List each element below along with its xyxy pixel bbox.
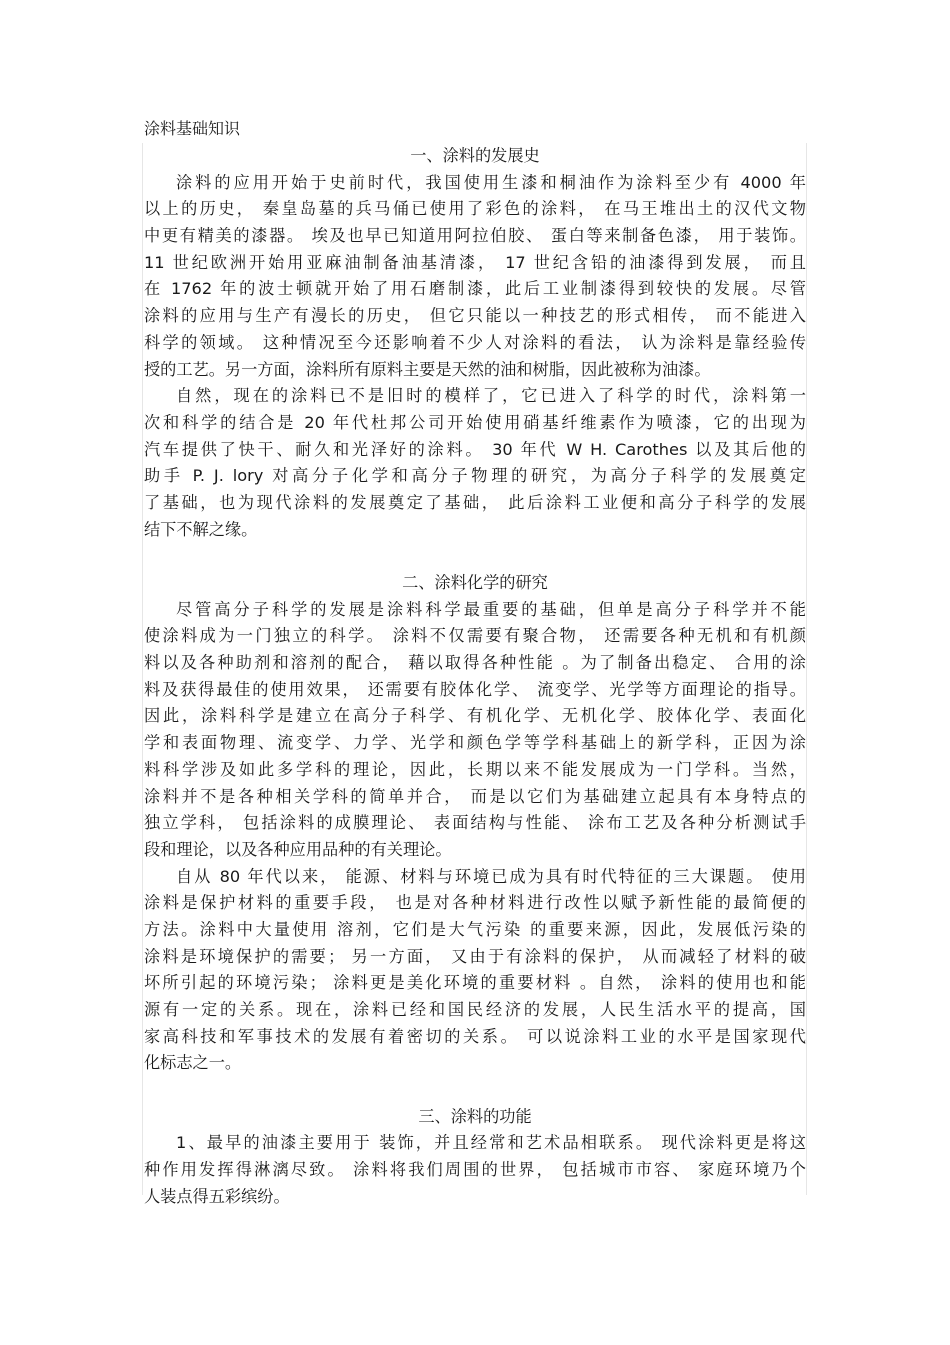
paragraph-line: 授的工艺。另一方面，涂料所有原料主要是天然的油和树脂，因此被称为油漆。: [144, 359, 711, 379]
document-body: [144, 143, 806, 1211]
paragraph-line: 自然，现在的涂料已不是旧时的模样了，它已进入了科学的时代，涂料第一: [176, 386, 806, 406]
paragraph-line: 涂料的应用与生产有漫长的历史， 但它只能以一种技艺的形式相传， 而不能进入: [144, 306, 806, 326]
paragraph-line: 学和表面物理、流变学、力学、光学和颜色学等学科基础上的新学科，正因为涂: [144, 733, 806, 753]
paragraph-line: 尽管高分子科学的发展是涂料科学最重要的基础，但单是高分子科学并不能: [176, 599, 806, 619]
paragraph-line: 以上的历史， 秦皇岛墓的兵马俑已使用了彩色的涂料， 在马王堆出土的汉代文物: [144, 199, 806, 219]
paragraph-line: 家高科技和军事技术的发展有着密切的关系。 可以说涂料工业的水平是国家现代: [144, 1026, 806, 1046]
paragraph-line: 料科学涉及如此多学科的理论，因此，长期以来不能发展成为一门学科。当然，: [144, 759, 806, 779]
paragraph-line: 次和科学的结合是 20 年代杜邦公司开始使用硝基纤维素作为喷漆，它的出现为: [144, 412, 806, 432]
paragraph-line: 涂料是保护材料的重要手段， 也是对各种材料进行改性以赋予新性能的最简便的: [144, 893, 806, 913]
paragraph-line: 化标志之一。: [144, 1053, 242, 1073]
paragraph-line: 科学的领域。 这种情况至今还影响着不少人对涂料的看法， 认为涂料是靠经验传: [144, 332, 806, 352]
paragraph-line: 自从 80 年代以来， 能源、材料与环境已成为具有时代特征的三大课题。 使用: [176, 866, 806, 886]
paragraph-line: 在 1762 年的波士顿就开始了用石磨制漆，此后工业制漆得到较快的发展。尽管: [144, 279, 806, 299]
section-heading: 一、涂料的发展史: [410, 146, 540, 165]
paragraph-line: 坏所引起的环境污染； 涂料更是美化环境的重要材料 。自然， 涂料的使用也和能: [144, 973, 806, 993]
blank-line: [144, 1077, 806, 1104]
paragraph-line: 中更有精美的漆器。 埃及也早已知道用阿拉伯胶、 蛋白等来制备色漆， 用于装饰。: [144, 226, 806, 246]
paragraph-line: 1、最早的油漆主要用于 装饰，并且经常和艺术品相联系。 现代涂料更是将这: [176, 1133, 806, 1153]
paragraph-line: 涂料的应用开始于史前时代，我国使用生漆和桐油作为涂料至少有 4000 年: [176, 172, 806, 192]
paragraph-line: 独立学科， 包括涂料的成膜理论、 表面结构与性能、 涂布工艺及各种分析测试手: [144, 813, 806, 833]
section-heading: 二、涂料化学的研究: [402, 573, 548, 592]
paragraph-line: 段和理论，以及各种应用品种的有关理论。: [144, 839, 452, 859]
document-title: 涂料基础知识: [144, 119, 241, 138]
paragraph-line: 种作用发挥得淋漓尽致。 涂料将我们周围的世界， 包括城市市容、 家庭环境乃个: [144, 1160, 806, 1180]
paragraph-line: 料及获得最佳的使用效果， 还需要有胶体化学、 流变学、光学等方面理论的指导。: [144, 679, 806, 699]
paragraph-line: 11 世纪欧洲开始用亚麻油制备油基清漆， 17 世纪含铅的油漆得到发展， 而且: [144, 252, 806, 272]
paragraph-line: 方法。涂料中大量使用 溶剂，它们是大气污染 的重要来源，因此，发展低污染的: [144, 919, 806, 939]
paragraph-line: 涂料并不是各种相关学科的简单并合， 而是以它们为基础建立起具有本身特点的: [144, 786, 806, 806]
blank-line: [144, 543, 806, 570]
paragraph-line: 源有一定的关系。现在，涂料已经和国民经济的发展，人民生活水平的提高，国: [144, 1000, 806, 1019]
paragraph-line: 涂料是环境保护的需要； 另一方面， 又由于有涂料的保护， 从而减轻了材料的破: [144, 946, 806, 966]
section-heading: 三、涂料的功能: [418, 1106, 532, 1126]
paragraph-line: 因此，涂料科学是建立在高分子科学、有机化学、无机化学、胶体化学、表面化: [144, 706, 806, 726]
paragraph-line: 料以及各种助剂和溶剂的配合， 藉以取得各种性能 。为了制备出稳定、 合用的涂: [144, 653, 806, 673]
paragraph-line: 结下不解之缘。: [144, 519, 258, 539]
paragraph-line: 助手 P. J. lory 对高分子化学和高分子物理的研究，为高分子科学的发展奠定: [144, 466, 806, 486]
paragraph-line: 汽车提供了快干、耐久和光泽好的涂料。 30 年代 W H. Carothes 以及其后他的: [144, 439, 806, 459]
paragraph-line: 使涂料成为一门独立的科学。 涂料不仅需要有聚合物， 还需要各种无机和有机颜: [144, 626, 806, 646]
paragraph-line: 了基础，也为现代涂料的发展奠定了基础， 此后涂料工业便和高分子科学的发展: [144, 492, 806, 512]
paragraph-line: 人装点得五彩缤纷。: [144, 1186, 290, 1206]
